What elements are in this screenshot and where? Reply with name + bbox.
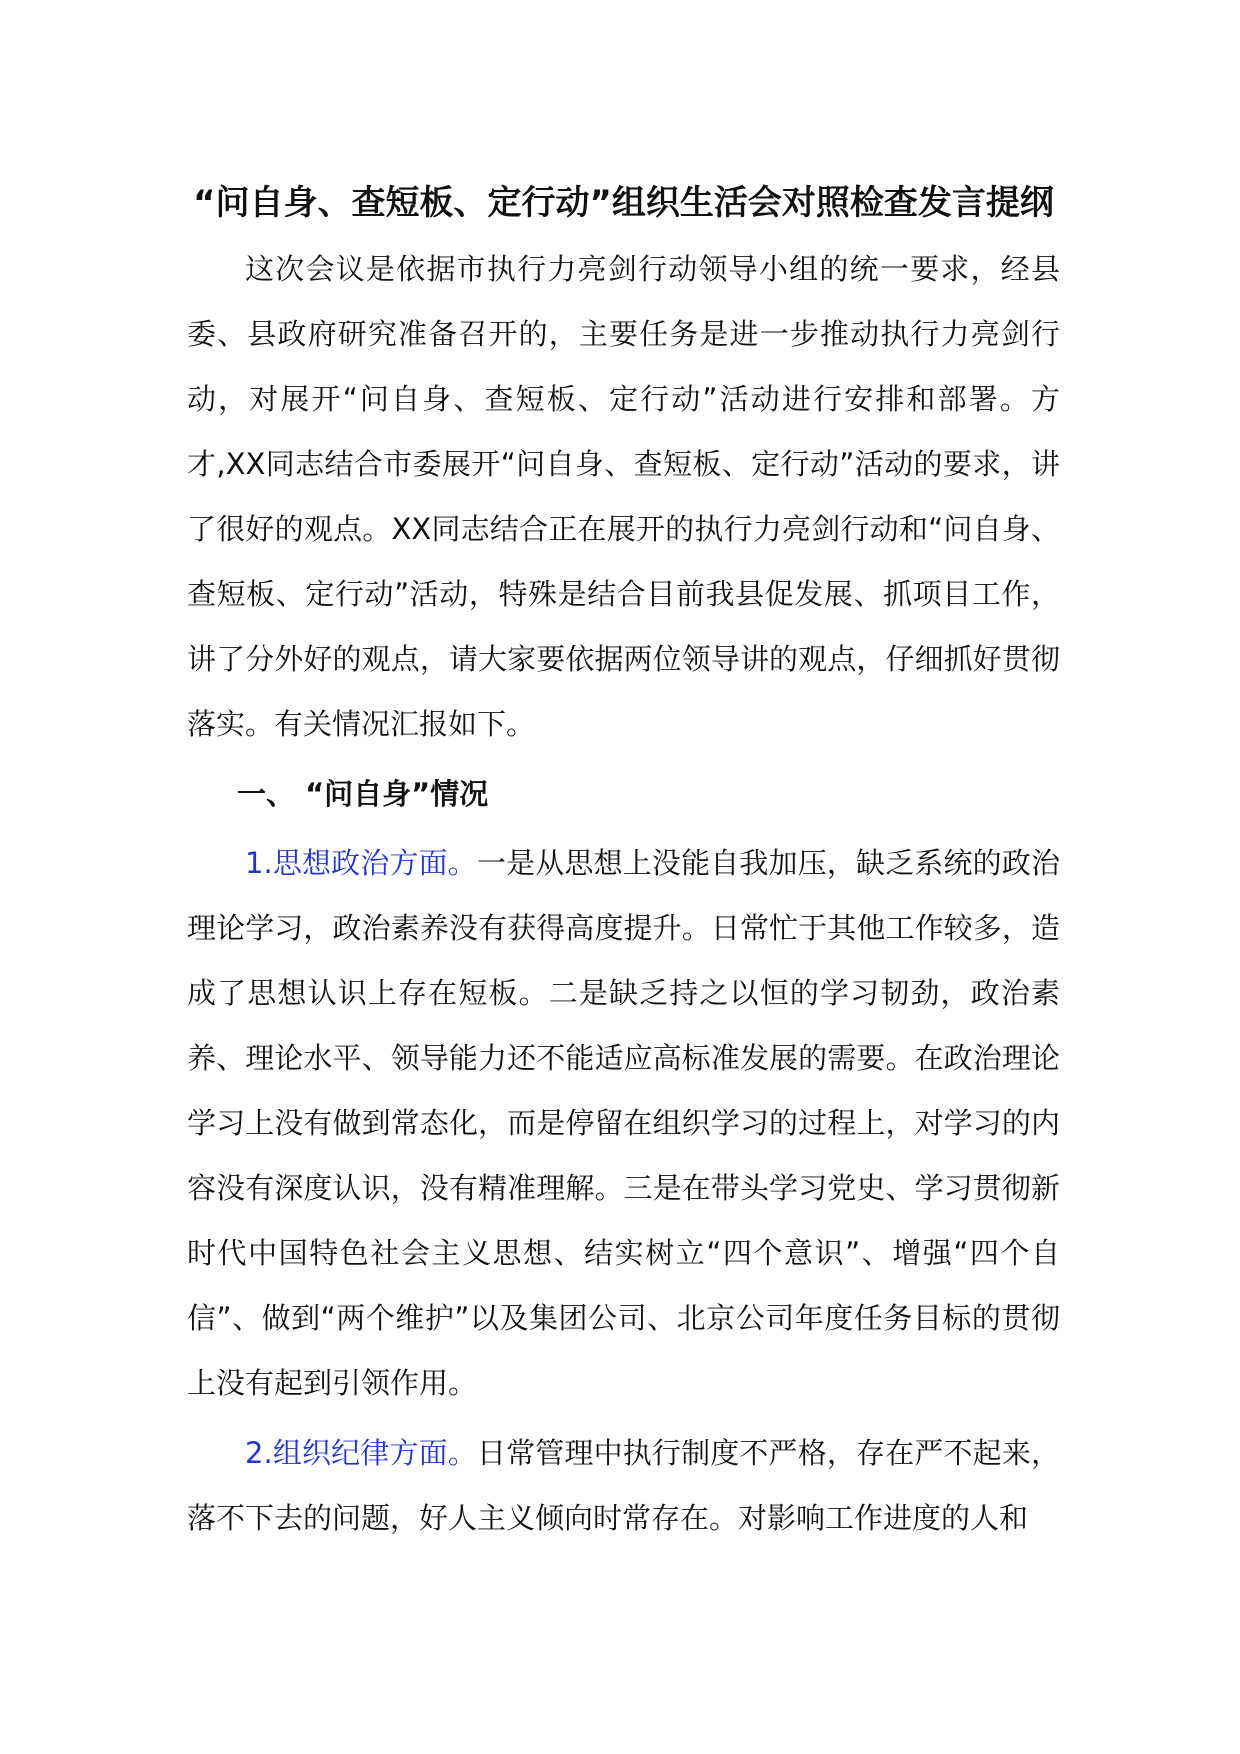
item-label-ideology: 1.思想政治方面。 <box>245 846 477 880</box>
item-paragraph-discipline <box>187 1421 1060 1551</box>
item-label-discipline: 2.组织纪律方面。 <box>245 1436 477 1470</box>
item-paragraph-ideology <box>187 831 1060 1416</box>
intro-paragraph: 这次会议是依据市执行力亮剑行动领导小组的统一要求，经县委、县政府研究准备召开的，主要任务是进一步推动执行力亮剑行动，对展开“问自身、查短板、定行动”活动进行安排和部署。方才,XX同志结合市委展开“问自身、查短板、定行动”活动的要求，讲了很好的观点。XX同志结合正在展开的执行力亮剑行动和“问自身、查短板、定行动”活动，特殊是结合目前我县促发展、抓项目工作，讲了分外好的观点，请大家要依据两位领导讲的观点，仔细抓好贯彻落实。有关情况汇报如下。 <box>187 252 1060 741</box>
item-text-discipline: 日常管理中执行制度不严格，存在严不起来，落不下去的问题，好人主义倾向时常存在。对影响工作进度的人和 <box>187 1436 1060 1535</box>
section-heading: 一、 “问自身”情况 <box>237 777 489 811</box>
item-text-ideology: 一是从思想上没能自我加压，缺乏系统的政治理论学习，政治素养没有获得高度提升。日常忙于其他工作较多，造成了思想认识上存在短板。二是缺乏持之以恒的学习韧劲，政治素养、理论水平、领导能力还不能适应高标准发展的需要。在政治理论学习上没有做到常态化，而是停留在组织学习的过程上，对学习的内容没有深度认识，没有精准理解。三是在带头学习党史、学习贯彻新时代中国特色社会主义思想、结实树立“四个意识”、增强“四个自信”、做到“两个维护”以及集团公司、北京公司年度任务目标的贯彻上没有起到引领作用。 <box>187 846 1060 1400</box>
document-title: “问自身、查短板、定行动”组织生活会对照检查发言提纲 <box>193 183 1054 223</box>
